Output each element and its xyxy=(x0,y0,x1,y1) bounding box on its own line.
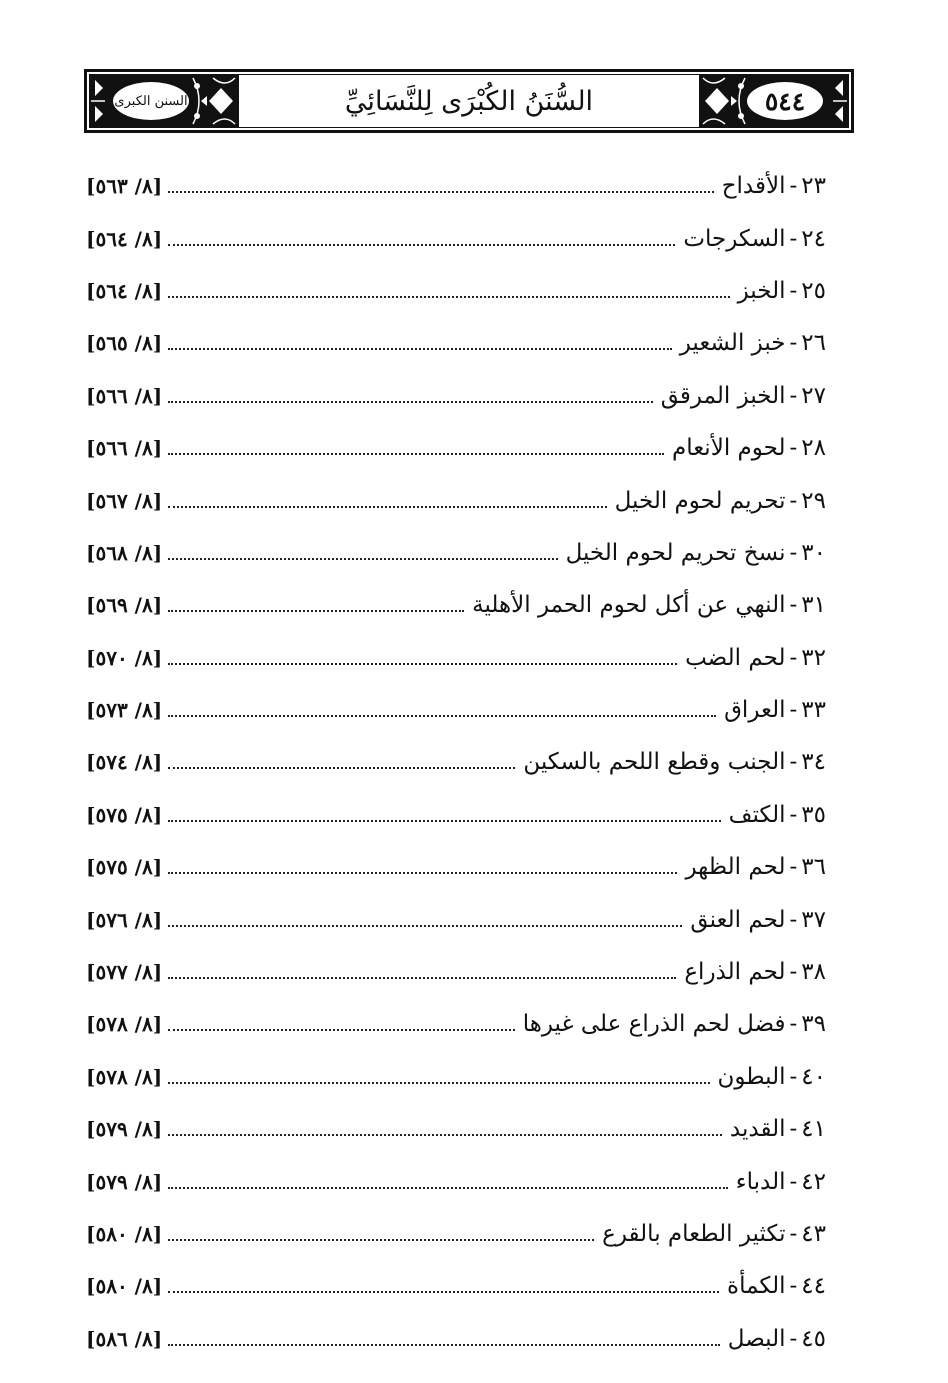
entry-dash: - xyxy=(789,1273,798,1300)
dot-leader xyxy=(168,399,653,403)
entry-title: خبز الشعير xyxy=(679,330,786,357)
entry-number: ٤١ xyxy=(801,1116,826,1143)
toc-row xyxy=(86,370,826,422)
toc-row xyxy=(86,1103,826,1155)
toc-row xyxy=(86,1155,826,1207)
dot-leader xyxy=(168,870,677,874)
entry-number: ٤٥ xyxy=(801,1325,826,1352)
page-reference: [٨/ ٥٦٣] xyxy=(86,174,163,199)
entry-dash: - xyxy=(789,173,798,200)
page-reference: [٨/ ٥٦٩] xyxy=(86,593,163,618)
toc-entry xyxy=(724,697,826,723)
entry-number: ٢٦ xyxy=(801,330,826,357)
page-reference: [٨/ ٥٧٤] xyxy=(86,750,163,775)
dot-leader xyxy=(168,1342,720,1346)
toc-entry xyxy=(736,1169,826,1195)
entry-number: ٣٠ xyxy=(801,539,826,566)
dot-leader xyxy=(168,1080,709,1084)
entry-dash: - xyxy=(789,277,798,304)
entry-number: ٣٨ xyxy=(801,959,826,986)
dot-leader xyxy=(168,818,720,822)
dot-leader xyxy=(168,1027,515,1031)
toc-row xyxy=(86,789,826,841)
entry-number: ٢٤ xyxy=(801,225,826,252)
page-reference: [٨/ ٥٦٦] xyxy=(86,436,163,461)
toc-row xyxy=(86,736,826,788)
toc-row xyxy=(86,422,826,474)
dot-leader xyxy=(168,1237,594,1241)
title-box xyxy=(244,74,694,128)
toc-row xyxy=(86,998,826,1050)
emblem-medallion xyxy=(111,80,191,122)
toc-row xyxy=(86,579,826,631)
toc-entry xyxy=(690,907,826,933)
entry-dash: - xyxy=(789,1011,798,1038)
toc-row xyxy=(86,1208,826,1260)
entry-dash: - xyxy=(789,1116,798,1143)
page-reference: [٨/ ٥٧٥] xyxy=(86,855,163,880)
entry-dash: - xyxy=(789,435,798,462)
dot-leader xyxy=(168,923,682,927)
page-reference: [٨/ ٥٧٧] xyxy=(86,960,163,985)
entry-number: ٤٣ xyxy=(801,1221,826,1247)
dot-leader xyxy=(168,189,713,193)
page-reference: [٨/ ٥٧٨] xyxy=(86,1012,163,1037)
entry-title: لحم الضب xyxy=(685,644,786,671)
entry-number: ٢٣ xyxy=(801,173,826,200)
toc-row xyxy=(86,1313,826,1365)
dot-leader xyxy=(168,451,664,455)
toc-entry xyxy=(727,1273,826,1299)
entry-dash: - xyxy=(789,697,798,724)
page-reference: [٨/ ٥٦٦] xyxy=(86,383,163,408)
toc-entry xyxy=(685,854,826,880)
page-reference: [٨/ ٥٦٧] xyxy=(86,488,163,513)
page-reference: [٨/ ٥٦٨] xyxy=(86,540,163,565)
entry-dash: - xyxy=(789,959,798,986)
toc-row xyxy=(86,474,826,526)
book-title: السُّنَنُ الكُبْرَى لِلنَّسَائِيِّ xyxy=(344,85,594,117)
dot-leader xyxy=(168,1185,728,1189)
entry-dash: - xyxy=(789,382,798,409)
entry-title: البصل xyxy=(727,1325,786,1352)
entry-dash: - xyxy=(789,854,798,881)
toc-entry xyxy=(661,383,826,409)
entry-title: الجنب وقطع اللحم بالسكين xyxy=(523,749,786,776)
entry-title: السكرجات xyxy=(683,225,786,252)
entry-title: الكتف xyxy=(728,801,786,828)
entry-title: العراق xyxy=(724,697,786,724)
entry-title: لحم الظهر xyxy=(685,854,786,881)
entry-number: ٤٤ xyxy=(801,1273,826,1300)
emblem-text: السنن الكبرى xyxy=(114,93,188,109)
toc-row xyxy=(86,265,826,317)
entry-number: ٣٣ xyxy=(801,697,826,724)
toc-row xyxy=(86,841,826,893)
toc-row xyxy=(86,946,826,998)
toc-entry xyxy=(523,1011,826,1037)
entry-dash: - xyxy=(789,644,798,671)
entry-title: القديد xyxy=(729,1116,786,1143)
entry-dash: - xyxy=(789,1325,798,1352)
toc-entry xyxy=(472,592,826,618)
toc-entry xyxy=(683,226,826,252)
page-reference: [٨/ ٥٧٥] xyxy=(86,802,163,827)
entry-dash: - xyxy=(789,539,798,566)
toc-row xyxy=(86,1051,826,1103)
entry-dash: - xyxy=(789,801,798,828)
page-reference: [٨/ ٥٦٤] xyxy=(86,226,163,251)
page-reference: [٨/ ٥٧٠] xyxy=(86,645,163,670)
entry-number: ٢٥ xyxy=(801,277,826,304)
entry-title: فضل لحم الذراع على غيرها xyxy=(522,1011,786,1038)
toc-entry xyxy=(523,749,826,775)
page-reference: [٨/ ٥٨٦] xyxy=(86,1326,163,1351)
entry-number: ٣٦ xyxy=(801,854,826,881)
dot-leader xyxy=(168,294,729,298)
entry-dash: - xyxy=(789,749,798,776)
dot-leader xyxy=(168,608,464,612)
toc-entry xyxy=(685,645,826,671)
toc-list xyxy=(86,160,826,1365)
entry-number: ٣٢ xyxy=(801,644,826,671)
page-reference: [٨/ ٥٧٦] xyxy=(86,907,163,932)
toc-entry xyxy=(718,1064,826,1090)
entry-title: تحريم لحوم الخيل xyxy=(614,487,786,514)
page-reference: [٨/ ٥٧٨] xyxy=(86,1064,163,1089)
toc-row xyxy=(86,527,826,579)
entry-number: ٢٩ xyxy=(801,487,826,514)
toc-entry xyxy=(615,488,826,514)
right-ornament xyxy=(699,74,849,128)
toc-entry xyxy=(680,330,826,356)
entry-number: ٣٧ xyxy=(801,906,826,933)
entry-dash: - xyxy=(789,225,798,252)
page-reference: [٨/ ٥٦٥] xyxy=(86,331,163,356)
entry-number: ٢٧ xyxy=(801,382,826,409)
toc-entry xyxy=(722,173,826,199)
left-ornament xyxy=(89,74,239,128)
entry-number: ٣٥ xyxy=(801,801,826,828)
dot-leader xyxy=(168,242,675,246)
page-header xyxy=(84,69,854,133)
page-reference: [٨/ ٥٦٤] xyxy=(86,278,163,303)
toc-row xyxy=(86,160,826,212)
dot-leader xyxy=(168,556,557,560)
entry-title: تكثير الطعام بالقرع xyxy=(602,1221,786,1247)
entry-title: لحوم الأنعام xyxy=(671,435,786,462)
entry-dash: - xyxy=(789,487,798,514)
entry-number: ٤٠ xyxy=(801,1063,826,1090)
dot-leader xyxy=(168,661,677,665)
entry-title: الدباء xyxy=(735,1168,786,1195)
toc-entry xyxy=(684,959,826,985)
entry-title: البطون xyxy=(717,1063,786,1090)
entry-dash: - xyxy=(789,906,798,933)
entry-title: لحم الذراع xyxy=(684,959,786,986)
entry-title: الخبز xyxy=(737,277,786,304)
toc-entry xyxy=(729,802,826,828)
page-reference: [٨/ ٥٧٩] xyxy=(86,1169,163,1194)
dot-leader xyxy=(168,765,515,769)
toc-entry xyxy=(566,540,826,566)
page-reference: [٨/ ٥٨٠] xyxy=(86,1222,163,1246)
entry-number: ٢٨ xyxy=(801,435,826,462)
toc-entry xyxy=(728,1326,826,1352)
toc-row xyxy=(86,893,826,945)
entry-title: لحم العنق xyxy=(690,906,786,933)
dot-leader xyxy=(168,713,716,717)
entry-title: الخبز المرقق xyxy=(660,382,786,409)
dot-leader xyxy=(168,975,676,979)
toc-row xyxy=(86,212,826,264)
dot-leader xyxy=(168,1132,722,1136)
page-reference: [٨/ ٥٨٠] xyxy=(86,1274,163,1299)
entry-number: ٤٢ xyxy=(801,1168,826,1195)
entry-dash: - xyxy=(789,1063,798,1090)
toc-row xyxy=(86,1260,826,1312)
entry-dash: - xyxy=(789,330,798,357)
toc-row xyxy=(86,317,826,369)
toc-entry xyxy=(738,278,826,304)
page-number-medallion xyxy=(745,80,825,122)
entry-dash: - xyxy=(789,1168,798,1195)
page-reference: [٨/ ٥٧٣] xyxy=(86,698,163,723)
toc-entry xyxy=(672,435,826,461)
entry-dash: - xyxy=(789,1221,798,1247)
entry-title: الكمأة xyxy=(727,1273,786,1300)
dot-leader xyxy=(168,346,671,350)
toc-entry xyxy=(730,1116,826,1142)
dot-leader xyxy=(168,504,606,508)
page-number: ٥٤٤ xyxy=(764,86,806,116)
page-reference: [٨/ ٥٧٩] xyxy=(86,1117,163,1142)
dot-leader xyxy=(168,1289,719,1293)
toc-row xyxy=(86,684,826,736)
entry-number: ٣٩ xyxy=(801,1011,826,1038)
entry-title: نسخ تحريم لحوم الخيل xyxy=(565,539,786,566)
toc-entry xyxy=(602,1221,826,1247)
entry-title: الأقداح xyxy=(721,173,786,200)
entry-dash: - xyxy=(789,592,798,619)
entry-title: النهي عن أكل لحوم الحمر الأهلية xyxy=(472,592,786,619)
toc-row xyxy=(86,632,826,684)
entry-number: ٣٤ xyxy=(801,749,826,776)
entry-number: ٣١ xyxy=(801,592,826,619)
